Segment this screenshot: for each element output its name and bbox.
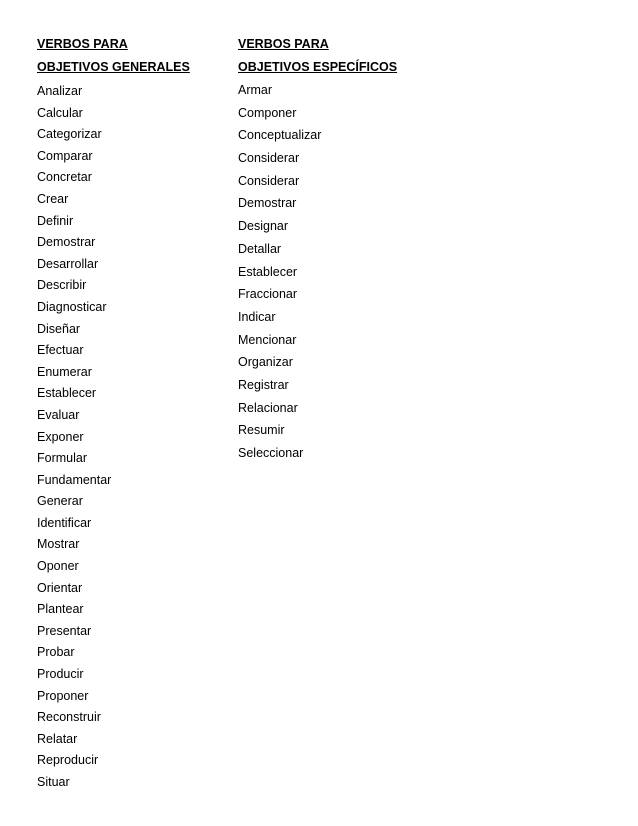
specific-verb-item: Organizar [238,355,293,370]
general-verb-item: Concretar [37,170,92,185]
general-verb-item: Exponer [37,429,84,444]
specific-verb-item: Armar [238,83,273,97]
general-verb-item: Enumerar [37,364,92,379]
specific-verb-item: Componer [238,105,297,120]
specific-verb-item: Fraccionar [238,287,298,302]
general-verb-item: Orientar [37,580,83,595]
general-verb-item: Mostrar [37,537,80,552]
general-verb-item: Identificar [37,515,92,530]
general-verb-item: Reproducir [37,753,99,768]
general-verb-item: Plantear [37,602,84,617]
specific-verb-item: Indicar [238,309,276,324]
specific-verb-item: Considerar [238,173,300,188]
specific-verb-item: Demostrar [238,196,297,211]
specific-verb-item: Seleccionar [238,446,304,460]
general-verb-item: Analizar [37,84,83,98]
general-verb-item: Categorizar [37,127,102,142]
general-verb-item: Diseñar [37,321,81,336]
general-verb-item: Establecer [37,386,97,401]
specific-verb-item: Mencionar [238,332,297,347]
general-heading-line1: VERBOS PARA [37,37,128,51]
specific-verb-item: Establecer [238,264,298,279]
general-verb-item: Probar [37,645,75,660]
general-verb-item: Efectuar [37,343,84,358]
specific-objectives-column [238,36,438,468]
specific-verb-item: Resumir [238,423,285,438]
specific-heading-line1: VERBOS PARA [238,37,329,51]
specific-verb-list [238,82,438,468]
specific-verb-item: Relacionar [238,400,298,415]
general-verb-item: Fundamentar [37,472,112,487]
specific-verb-item: Conceptualizar [238,128,322,143]
specific-heading-line2: OBJETIVOS ESPECÍFICOS [238,60,398,74]
general-verb-item: Proponer [37,688,89,703]
general-verb-item: Situar [37,775,70,789]
specific-verb-item: Detallar [238,241,282,256]
general-verb-item: Oponer [37,559,79,574]
general-verb-item: Reconstruir [37,710,101,725]
general-verb-item: Relatar [37,731,78,746]
general-verb-item: Presentar [37,623,92,638]
general-verb-list [37,83,217,796]
specific-verb-item: Considerar [238,151,300,166]
specific-verb-item: Registrar [238,377,289,392]
general-verb-item: Diagnosticar [37,299,107,314]
general-verb-item: Comparar [37,148,93,163]
specific-verb-item: Designar [238,219,289,234]
general-objectives-column [37,36,217,796]
general-verb-item: Describir [37,278,87,293]
general-verb-item: Calcular [37,105,83,120]
general-verb-item: Crear [37,191,69,206]
general-heading-line2: OBJETIVOS GENERALES [37,60,190,74]
general-verb-item: Generar [37,494,83,509]
general-verb-item: Demostrar [37,235,96,250]
general-verb-item: Producir [37,667,84,682]
general-verb-item: Desarrollar [37,256,99,271]
general-verb-item: Definir [37,213,74,228]
general-verb-item: Formular [37,451,88,466]
general-verb-item: Evaluar [37,407,80,422]
